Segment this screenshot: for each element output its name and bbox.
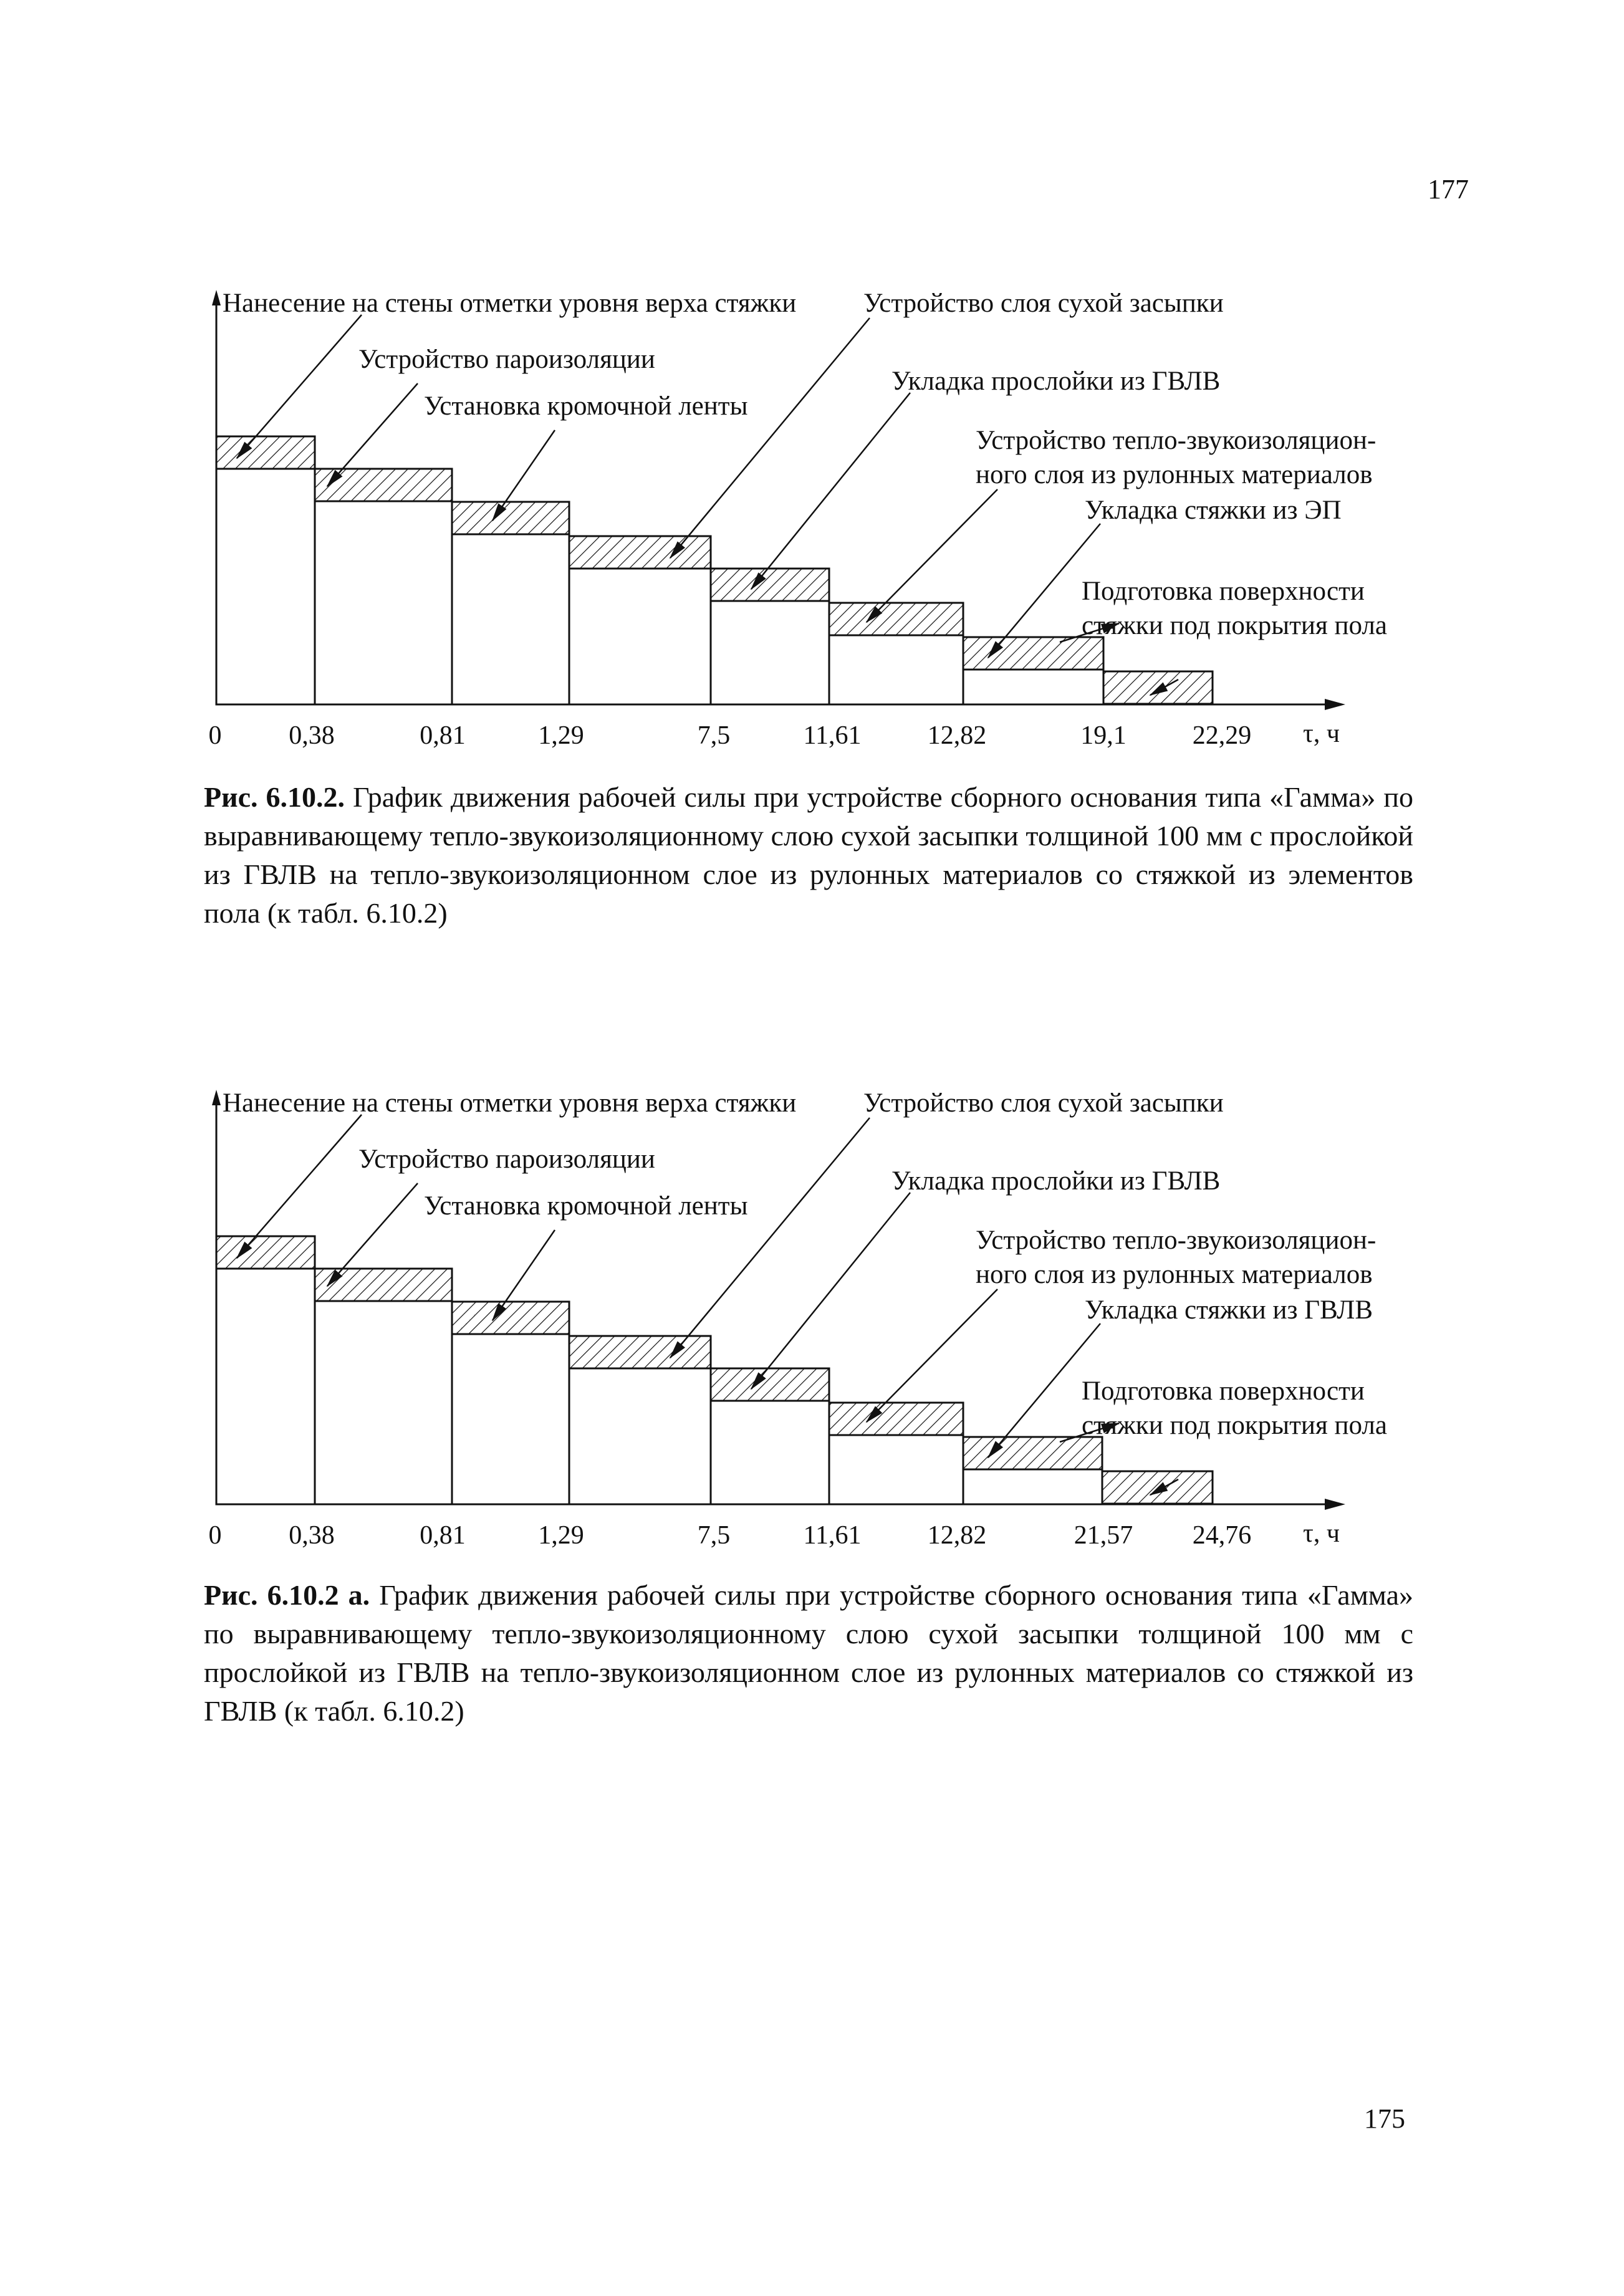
tick-label: 11,61 [803, 721, 862, 750]
label-dry-fill: Устройство слоя сухой засыпки [863, 1088, 1224, 1118]
tick-label: 1,29 [538, 721, 584, 750]
label-vapor-barrier: Устройство пароизоляции [358, 1145, 655, 1174]
label-screed: Укладка стяжки из ГВЛВ [1085, 1295, 1373, 1325]
label-surface-prep: стяжки под покрытия пола [1082, 1411, 1387, 1440]
task-step [569, 1336, 711, 1504]
label-insulation: Устройство тепло-звукоизоляцион- [976, 1226, 1377, 1255]
tick-label: 7,5 [697, 1521, 731, 1550]
label-edge-tape: Установка кромочной ленты [424, 391, 748, 421]
tick-label: 19,1 [1080, 721, 1127, 750]
task-column [315, 1301, 452, 1504]
page-number-bottom: 175 [1364, 2103, 1405, 2134]
task-step [216, 1236, 315, 1504]
tick-label: 21,57 [1074, 1521, 1133, 1550]
caption-text: График движения рабочей силы при устройстве сборного основания типа «Гамма» по выравнивающему тепло-звукоизоляционному слою сухой засыпки толщиной 100 мм с прослойкой из ГВЛВ на тепло-звукоизоляционном слое из рулонных материалов со стяжкой из элементов пола (к табл. 6.10.2) [204, 781, 1413, 929]
label-marking: Нанесение на стены отметки уровня верха стяжки [223, 1088, 797, 1118]
label-marking: Нанесение на стены отметки уровня верха стяжки [223, 289, 797, 318]
label-surface-prep: стяжки под покрытия пола [1082, 611, 1387, 640]
label-insulation: ного слоя из рулонных материалов [976, 1260, 1373, 1289]
tick-label: 0,81 [420, 721, 466, 750]
tick-label: 12,82 [927, 1521, 987, 1550]
label-surface-prep: Подготовка поверхности [1082, 1376, 1365, 1406]
task-bar [829, 1403, 963, 1435]
tick-label: 22,29 [1192, 721, 1252, 750]
task-step [315, 1269, 452, 1504]
task-column [711, 1401, 829, 1504]
tick-label: 0,38 [289, 721, 335, 750]
task-column [829, 1435, 963, 1504]
task-step [711, 1368, 829, 1504]
label-gvlv-interlayer: Укладка прослойки из ГВЛВ [891, 367, 1221, 396]
page-number-top: 177 [1428, 174, 1469, 204]
task-column [963, 1469, 1102, 1504]
tick-label: 0 [208, 1521, 222, 1550]
x-axis-arrow [1325, 1499, 1345, 1510]
task-bar [216, 1236, 315, 1269]
task-bar [711, 1368, 829, 1401]
task-column [452, 1334, 569, 1504]
label-surface-prep: Подготовка поверхности [1082, 577, 1365, 606]
task-column [569, 1368, 711, 1504]
task-bar [569, 1336, 711, 1368]
axis-unit-label: τ, ч [1303, 719, 1340, 748]
figure-caption-2 [204, 1576, 1413, 1731]
tick-label: 7,5 [697, 721, 731, 750]
label-edge-tape: Установка кромочной ленты [424, 1191, 748, 1221]
caption-label: Рис. 6.10.2 а. [204, 1579, 370, 1611]
caption-label: Рис. 6.10.2. [204, 781, 345, 813]
task-step [1102, 1471, 1213, 1504]
leader-line [670, 1118, 870, 1358]
task-bar [315, 1269, 452, 1301]
label-screed: Укладка стяжки из ЭП [1085, 496, 1342, 525]
label-dry-fill: Устройство слоя сухой засыпки [863, 289, 1224, 318]
caption-text: График движения рабочей силы при устройстве сборного основания типа «Гамма» по выравнивающему тепло-звукоизоляционному слою сухой засыпки толщиной 100 мм с прослойкой из ГВЛВ на тепло-звукоизоляционном слое из рулонных материалов со стяжкой из ГВЛВ (к табл. 6.10.2) [204, 1579, 1414, 1727]
task-step [829, 1403, 963, 1504]
y-axis-arrow [212, 1090, 221, 1105]
task-column [216, 1269, 315, 1504]
axis-unit-label: τ, ч [1303, 1519, 1340, 1548]
task-step [452, 1302, 569, 1504]
label-insulation: Устройство тепло-звукоизоляцион- [976, 426, 1377, 455]
tick-label: 11,61 [803, 1521, 862, 1550]
task-bar [452, 1302, 569, 1334]
task-bar [963, 1437, 1102, 1469]
tick-label: 24,76 [1192, 1521, 1252, 1550]
leader-line [751, 1193, 910, 1389]
task-bar [1102, 1471, 1213, 1504]
task-step [963, 1437, 1102, 1504]
label-gvlv-interlayer: Укладка прослойки из ГВЛВ [891, 1166, 1221, 1196]
tick-label: 1,29 [538, 1521, 584, 1550]
tick-label: 12,82 [927, 721, 987, 750]
tick-label: 0,81 [420, 1521, 466, 1550]
tick-label: 0,38 [289, 1521, 335, 1550]
tick-label: 0 [208, 721, 222, 750]
label-vapor-barrier: Устройство пароизоляции [358, 345, 655, 374]
label-insulation: ного слоя из рулонных материалов [976, 460, 1373, 489]
